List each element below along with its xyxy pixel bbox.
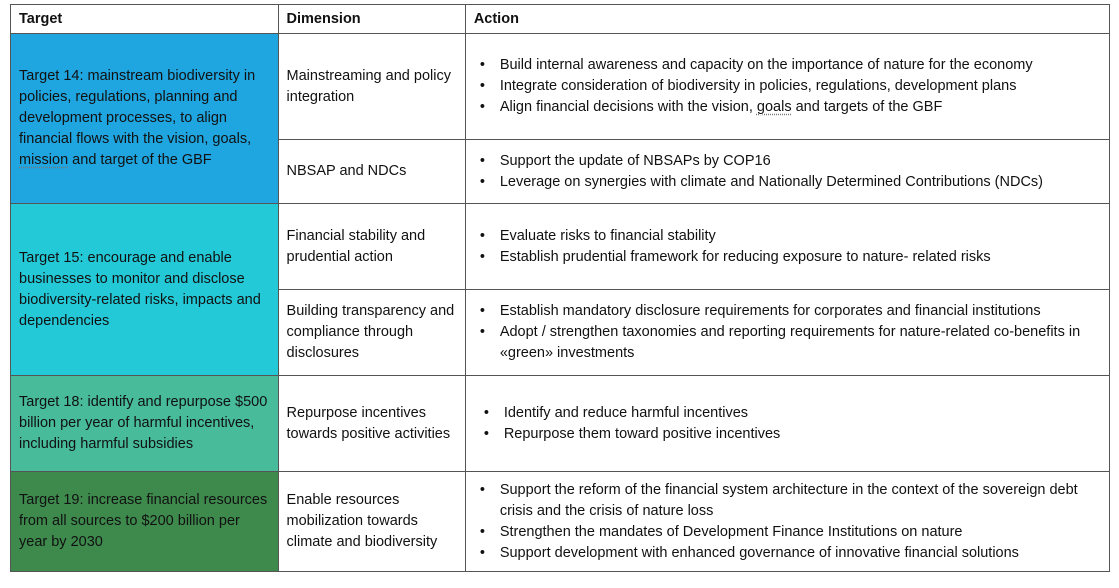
- header-row: [11, 5, 1110, 34]
- list-item: • Leverage on synergies with climate and Nationally Determined Contributions (NDCs): [500, 172, 1101, 193]
- dimension-cell: Repurpose incentives towards positive activities: [278, 376, 465, 472]
- list-item: • Support the update of NBSAPs by COP16: [500, 151, 1101, 172]
- list-item: • Support development with enhanced governance of innovative financial solutions: [500, 543, 1101, 564]
- list-item: • Integrate consideration of biodiversity in policies, regulations, development plans: [500, 76, 1101, 97]
- action-cell: [465, 140, 1109, 204]
- list-item: • Strengthen the mandates of Development Finance Institutions on nature: [500, 522, 1101, 543]
- table-row: [11, 34, 1110, 140]
- action-cell: [465, 290, 1109, 376]
- dimension-cell: Financial stability and prudential action: [278, 204, 465, 290]
- action-list: [474, 55, 1101, 118]
- target-15-cell: Target 15: encourage and enable businesses to monitor and disclose biodiversity-related risks, impacts and dependencies: [11, 204, 279, 376]
- action-cell: [465, 472, 1109, 572]
- dimension-cell: NBSAP and NDCs: [278, 140, 465, 204]
- action-list: [474, 226, 1101, 268]
- action-suffix: and targets of the GBF: [791, 99, 943, 115]
- target-14-suffix: and target of the GBF: [68, 152, 212, 168]
- list-item: • Establish prudential framework for reducing exposure to nature- related risks: [500, 247, 1101, 268]
- target-14-text: Target 14: mainstream biodiversity in policies, regulations, planning and development processes, to align financial flows with the vision, goals,: [19, 68, 256, 147]
- list-item: • Identify and reduce harmful incentives: [504, 403, 1101, 424]
- list-item: • Evaluate risks to financial stability: [500, 226, 1101, 247]
- header-action: Action: [465, 5, 1109, 34]
- list-item: [500, 97, 1101, 118]
- list-item: • Adopt / strengthen taxonomies and reporting requirements for nature-related co-benefits in «green» investments: [500, 322, 1101, 364]
- target-14-mission: mission: [19, 152, 69, 168]
- table-row: [11, 472, 1110, 572]
- header-dimension: Dimension: [278, 5, 465, 34]
- action-cell: [465, 204, 1109, 290]
- table-row: [11, 204, 1110, 290]
- dimension-cell: Building transparency and compliance through disclosures: [278, 290, 465, 376]
- target-19-cell: Target 19: increase financial resources from all sources to $200 billion per year by 2030: [11, 472, 279, 572]
- action-list: [474, 151, 1101, 193]
- list-item: • Support the reform of the financial system architecture in the context of the sovereign debt crisis and the crisis of nature loss: [500, 480, 1101, 522]
- action-list: [474, 480, 1101, 564]
- table-row: [11, 376, 1110, 472]
- list-item: • Repurpose them toward positive incentives: [504, 424, 1101, 445]
- action-cell: [465, 34, 1109, 140]
- targets-table: [10, 4, 1110, 572]
- target-14-cell: [11, 34, 279, 204]
- action-goals: goals: [756, 99, 792, 115]
- dimension-cell: Enable resources mobilization towards climate and biodiversity: [278, 472, 465, 572]
- header-target: Target: [11, 5, 279, 34]
- action-list: [474, 301, 1101, 364]
- dimension-cell: Mainstreaming and policy integration: [278, 34, 465, 140]
- list-item: • Establish mandatory disclosure requirements for corporates and financial institutions: [500, 301, 1101, 322]
- action-cell: [465, 376, 1109, 472]
- list-item: • Build internal awareness and capacity on the importance of nature for the economy: [500, 55, 1101, 76]
- target-18-cell: Target 18: identify and repurpose $500 billion per year of harmful incentives, including harmful subsidies: [11, 376, 279, 472]
- action-list: [474, 403, 1101, 445]
- action-text: Align financial decisions with the vision,: [499, 99, 757, 115]
